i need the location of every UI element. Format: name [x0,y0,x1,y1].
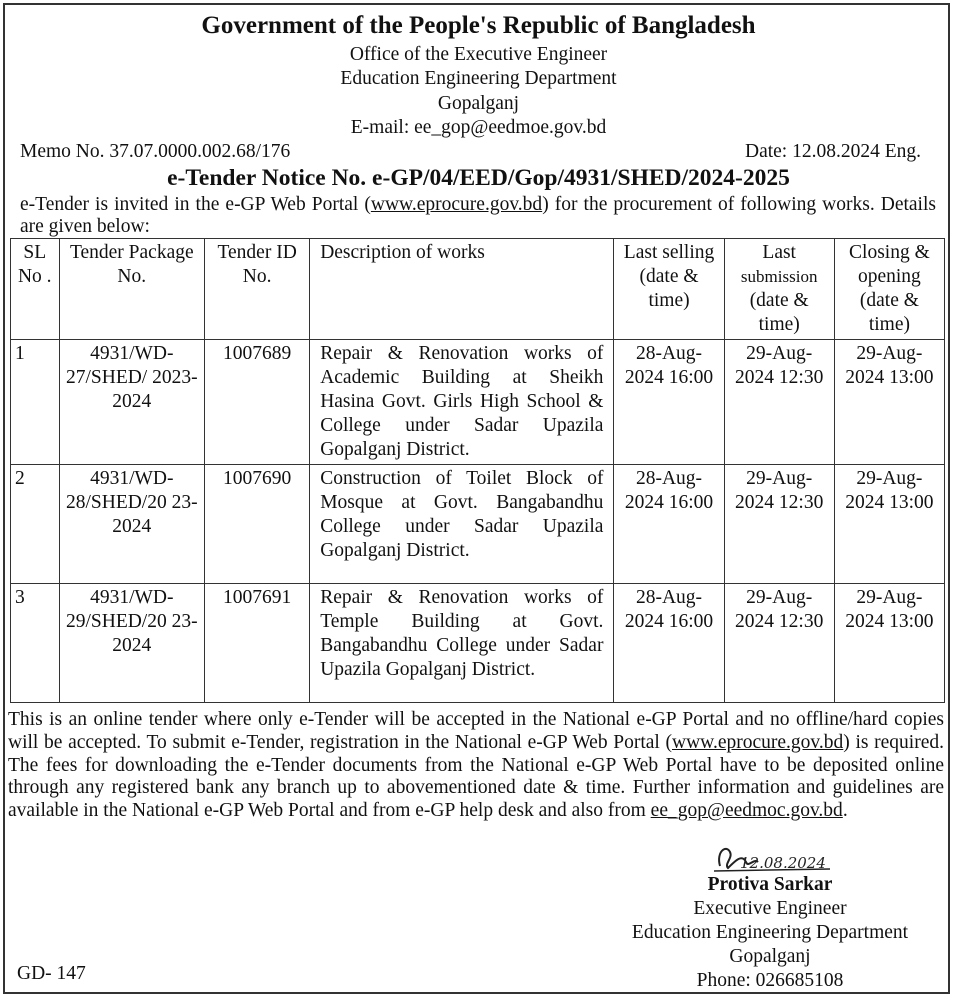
header-package: Tender Package No. [59,239,205,340]
signatory-name: Protiva Sarkar [707,874,833,895]
eprocure-link-footer[interactable]: www.eprocure.gov.bd [672,731,844,753]
notice-date: Date: 12.08.2024 Eng. [744,141,921,162]
header-description: Description of works [310,239,614,340]
row-closing-opening: 29-Aug-2024 13:00 [834,340,944,465]
table-header-row [11,239,945,340]
intro-text-before: e-Tender is invited in the e-GP Web Portal ( [20,194,371,215]
signatory-phone: Phone: 026685108 [696,970,844,991]
government-heading: Government of the People's Republic of Bangladesh [201,12,756,39]
intro-text-after: ) for the procurement of following works. Details are given below: [20,194,936,237]
signature-date: 12.08.2024 [740,854,826,872]
header-last-submission [724,239,834,340]
instructions-paragraph [8,709,944,823]
row-sl: 2 [11,465,60,584]
department-line: Education Engineering Department [340,68,617,89]
row-last-selling: 28-Aug-2024 16:00 [614,340,724,465]
row-closing-opening: 29-Aug-2024 13:00 [834,465,944,584]
table-row [11,465,945,584]
row-last-submission: 29-Aug-2024 12:30 [724,465,834,584]
signatory-title: Executive Engineer [693,898,847,919]
header-submission-line3: (date & time) [749,290,809,335]
gd-number: GD- 147 [17,963,86,984]
instructions-text-3: . [842,800,848,822]
header-submission-line2: submission [740,267,818,286]
intro-paragraph [20,194,936,238]
handwritten-signature [706,838,846,878]
row-last-submission: 29-Aug-2024 12:30 [724,340,834,465]
row-sl: 3 [11,584,60,703]
instructions-text-2: ) is required. The fees for downloading the e-Tender documents from the National e-GP Web Portal have to be deposited online through any registered bank any branch up to abovementioned date & time. Further information and guidelines are available in the National e-GP Web Portal and from e-GP help desk and also from [8,731,944,822]
signatory-block [605,873,935,993]
row-tender-id: 1007690 [205,465,310,584]
row-last-selling: 28-Aug-2024 16:00 [614,584,724,703]
notice-title: e-Tender Notice No. e-GP/04/EED/Gop/4931/SHED/2024-2025 [167,165,790,191]
table-row [11,340,945,465]
instructions-text-1: This is an online tender where only e-Tender will be accepted in the National e-GP Portal and no offline/hard copies will be accepted. To submit e-Tender, registration in the National e-GP Web Portal ( [8,709,944,753]
eprocure-link[interactable]: www.eprocure.gov.bd [370,194,543,215]
row-tender-id: 1007689 [205,340,310,465]
row-closing-opening: 29-Aug-2024 13:00 [834,584,944,703]
row-sl: 1 [11,340,60,465]
email-line: E-mail: ee_gop@eedmoe.gov.bd [350,117,607,138]
email-link[interactable]: ee_gop@eedmoc.gov.bd [650,800,843,822]
row-last-submission: 29-Aug-2024 12:30 [724,584,834,703]
row-description: Construction of Toilet Block of Mosque at Govt. Bangabandhu College under Sadar Upazila Gopalganj District. [310,465,614,584]
header-last-selling: Last selling (date & time) [614,239,724,340]
row-tender-id: 1007691 [205,584,310,703]
header-sl: SL No . [11,239,60,340]
row-last-selling: 28-Aug-2024 16:00 [614,465,724,584]
header-tender-id: Tender ID No. [205,239,310,340]
signatory-location: Gopalganj [729,946,811,967]
memo-number: Memo No. 37.07.0000.002.68/176 [20,141,291,162]
table-row [11,584,945,703]
row-package: 4931/WD-27/SHED/ 2023-2024 [59,340,205,465]
location-line: Gopalganj [437,93,520,114]
row-description: Repair & Renovation works of Academic Building at Sheikh Hasina Govt. Girls High School & College under Sadar Upazila Gopalganj District. [310,340,614,465]
row-description: Repair & Renovation works of Temple Building at Govt. Bangabandhu College under Sadar Upazila Gopalganj District. [310,584,614,703]
signatory-department: Education Engineering Department [631,922,909,943]
row-package: 4931/WD-29/SHED/20 23-2024 [59,584,205,703]
works-table [10,238,945,703]
row-package: 4931/WD-28/SHED/20 23-2024 [59,465,205,584]
office-line: Office of the Executive Engineer [349,44,608,65]
header-submission-line1: Last [762,242,796,263]
header-closing-opening: Closing & opening (date & time) [834,239,944,340]
